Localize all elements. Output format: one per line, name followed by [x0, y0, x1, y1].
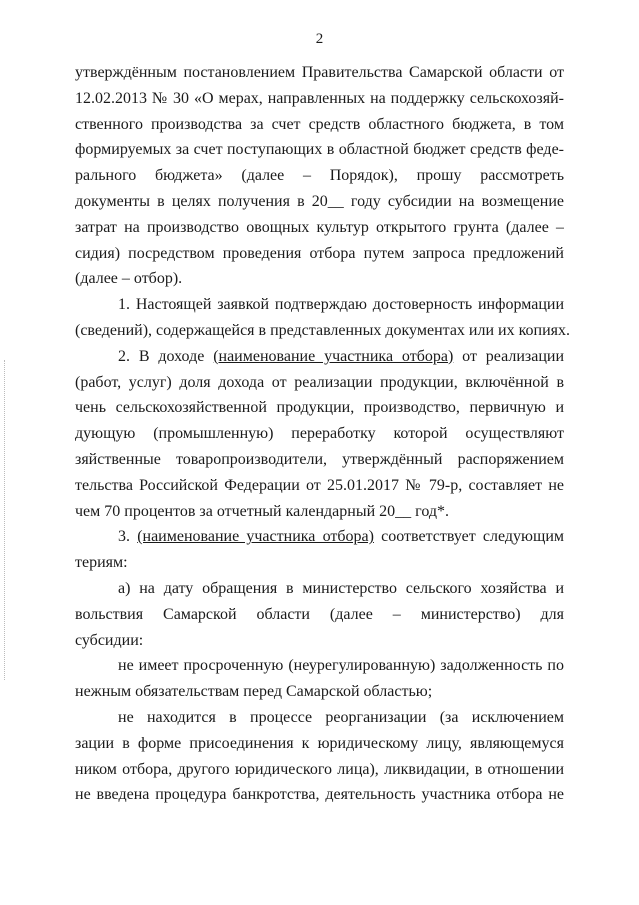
text-line: документы в целях получения в 20__ году субсидии на возмещение: [75, 192, 564, 210]
text-line: сидия) посредством проведения отбора путем запроса предложений: [75, 244, 564, 262]
text-line: затрат на производство овощных культур открытого грунта (далее –: [75, 218, 564, 236]
text-line: (далее – отбор).: [75, 270, 183, 288]
text-line: нежным обязательствам перед Самарской областью;: [75, 683, 433, 701]
text-line: териям:: [75, 554, 128, 572]
text-line: не введена процедура банкротства, деятельность участника отбора не: [75, 786, 564, 804]
text-segment: соответствует следующим: [381, 528, 564, 546]
text-line: субсидии:: [75, 631, 144, 649]
text-line: ником отбора, другого юридического лица), ликвидации, в отношении: [75, 760, 564, 778]
text-segment: 2. В доходе: [118, 347, 214, 365]
text-line: чень сельскохозяйственной продукции, производство, первичную и: [75, 399, 564, 417]
text-line: чем 70 процентов за отчетный календарный 20__ год*.: [75, 502, 449, 520]
text-line: (работ, услуг) доля дохода от реализации продукции, включённой в: [75, 373, 564, 391]
text-line: [75, 524, 564, 550]
text-line: а) на дату обращения в министерство сельского хозяйства и: [118, 579, 564, 597]
text-line: утверждённым постановлением Правительства Самарской области от: [75, 64, 564, 81]
text-line: зации в форме присоединения к юридическому лицу, являющемуся: [75, 734, 564, 752]
text-line: не находится в процессе реорганизации (за исключением: [118, 708, 564, 726]
participant-name-placeholder: (наименование участника отбора): [137, 528, 374, 546]
text-line: рального бюджета» (далее – Порядок), прошу рассмотреть: [75, 167, 564, 185]
text-line: не имеет просроченную (неурегулированную) задолженность по: [118, 657, 564, 675]
participant-name-placeholder: (наименование участника отбора): [213, 347, 454, 365]
text-line: дующую (промышленную) переработку которой осуществляют: [75, 425, 564, 443]
text-line: 12.02.2013 № 30 «О мерах, направленных на поддержку сельскохозяй-: [75, 89, 564, 107]
text-line: формируемых за счет поступающих в областной бюджет средств феде-: [75, 141, 564, 159]
text-line: вольствия Самарской области (далее – министерство) для: [75, 605, 564, 623]
scan-edge-artifact: [4, 360, 5, 680]
text-line: (сведений), содержащейся в представленных документах или их копиях.: [75, 321, 571, 339]
document-body: [75, 60, 571, 808]
text-line: ственного производства за счет средств областного бюджета, в том: [75, 115, 564, 133]
page-number: 2: [315, 31, 324, 47]
text-segment: от реализации: [462, 347, 564, 365]
text-line: зяйственные товаропроизводители, утверждённый распоряжением: [75, 450, 564, 468]
text-line: тельства Российской Федерации от 25.01.2017 № 79-р, составляет не: [75, 476, 564, 494]
text-line: 1. Настоящей заявкой подтверждаю достоверность информации: [118, 296, 564, 314]
text-line: [75, 344, 564, 370]
text-segment: 3.: [118, 528, 138, 546]
